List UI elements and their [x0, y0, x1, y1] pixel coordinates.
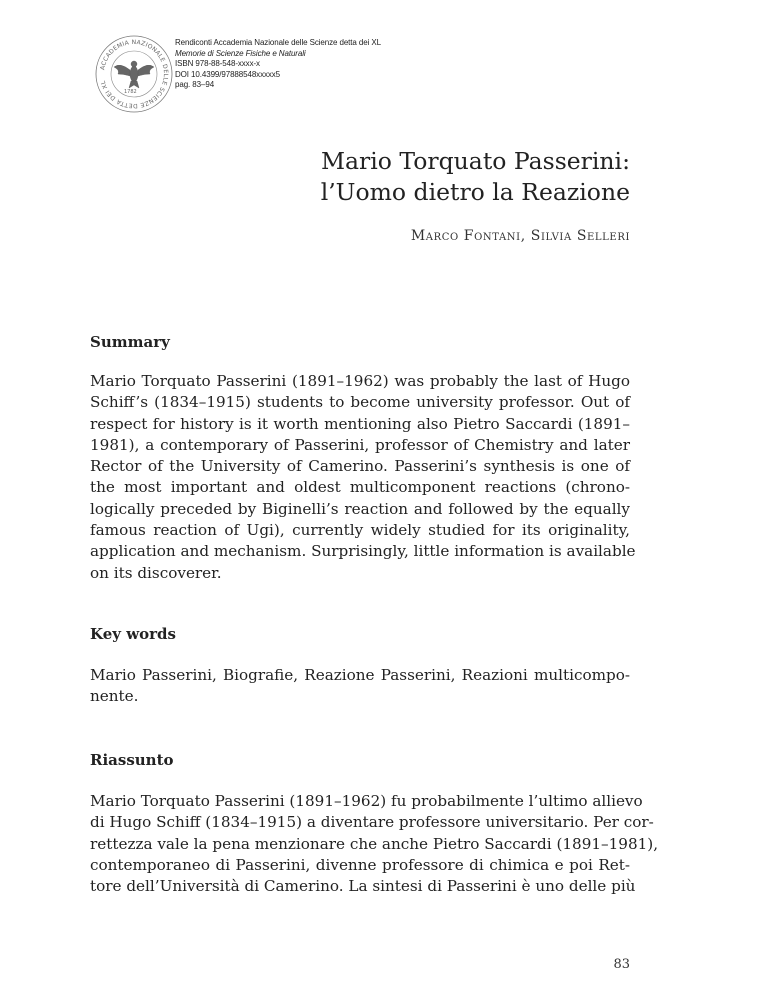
summary-heading: Summary — [90, 333, 170, 351]
text-line: nente. — [90, 687, 139, 706]
keywords-heading: Key words — [90, 625, 176, 643]
authors: Marco Fontani, Silvia Selleri — [410, 228, 630, 244]
title-line-2: l’Uomo dietro la Reazione — [320, 178, 630, 206]
riassunto-heading: Riassunto — [90, 751, 174, 769]
text-line: Rector of the University of Camerino. Passerini’s synthesis is one of — [90, 457, 630, 476]
article-title — [321, 146, 630, 208]
journal-name: Rendiconti Accademia Nazionale delle Scienze detta dei XL — [175, 38, 381, 47]
text-line: contemporaneo di Passerini, divenne professore di chimica e poi Ret- — [90, 855, 630, 874]
summary-body — [90, 371, 636, 584]
isbn: ISBN 978-88-548-xxxx-x — [175, 59, 260, 68]
page-number: 83 — [613, 957, 630, 972]
riassunto-body — [90, 791, 659, 897]
text-line: the most important and oldest multicomponent reactions (chrono- — [90, 478, 630, 497]
text-line: Schiff’s (1834–1915) students to become university professor. Out of — [90, 393, 630, 412]
text-line: rettezza vale la pena menzionare che anche Pietro Saccardi (1891–1981), — [90, 834, 659, 853]
text-line: famous reaction of Ugi), currently widely studied for its originality, — [90, 521, 630, 540]
journal-header — [175, 38, 381, 91]
text-line: Mario Torquato Passerini (1891–1962) was probably the last of Hugo — [90, 372, 630, 390]
text-line: Mario Torquato Passerini (1891–1962) fu probabilmente l’ultimo allievo — [90, 792, 643, 810]
title-line-1: Mario Torquato Passerini: — [320, 147, 630, 175]
text-line: 1981), a contemporary of Passerini, professor of Chemistry and later — [90, 435, 630, 454]
page-range: pag. 83–94 — [175, 80, 215, 89]
text-line: Mario Passerini, Biografie, Reazione Passerini, Reazioni multicompo- — [90, 666, 630, 684]
text-line: tore dell’Università di Camerino. La sintesi di Passerini è uno delle più — [90, 877, 636, 896]
journal-series: Memorie di Scienze Fisiche e Naturali — [175, 48, 306, 58]
text-line: di Hugo Schiff (1834–1915) a diventare professore universitario. Per cor- — [90, 813, 654, 832]
text-line: on its discoverer. — [90, 563, 222, 582]
academy-seal-icon — [94, 34, 174, 114]
text-line: application and mechanism. Surprisingly, little information is available — [90, 542, 636, 561]
doi: DOI 10.4399/97888548xxxxx5 — [175, 69, 281, 79]
text-line: respect for history is it worth mentioning also Pietro Saccardi (1891– — [90, 414, 630, 433]
keywords-body — [90, 665, 630, 708]
svg-text:ACCADEMIA NAZIONALE DELLE SCIE: ACCADEMIA NAZIONALE DELLE SCIENZE DETTA DEI XL — [99, 38, 170, 110]
text-line: logically preceded by Biginelli’s reaction and followed by the equally — [90, 499, 630, 518]
svg-text:1782: 1782 — [124, 89, 137, 95]
